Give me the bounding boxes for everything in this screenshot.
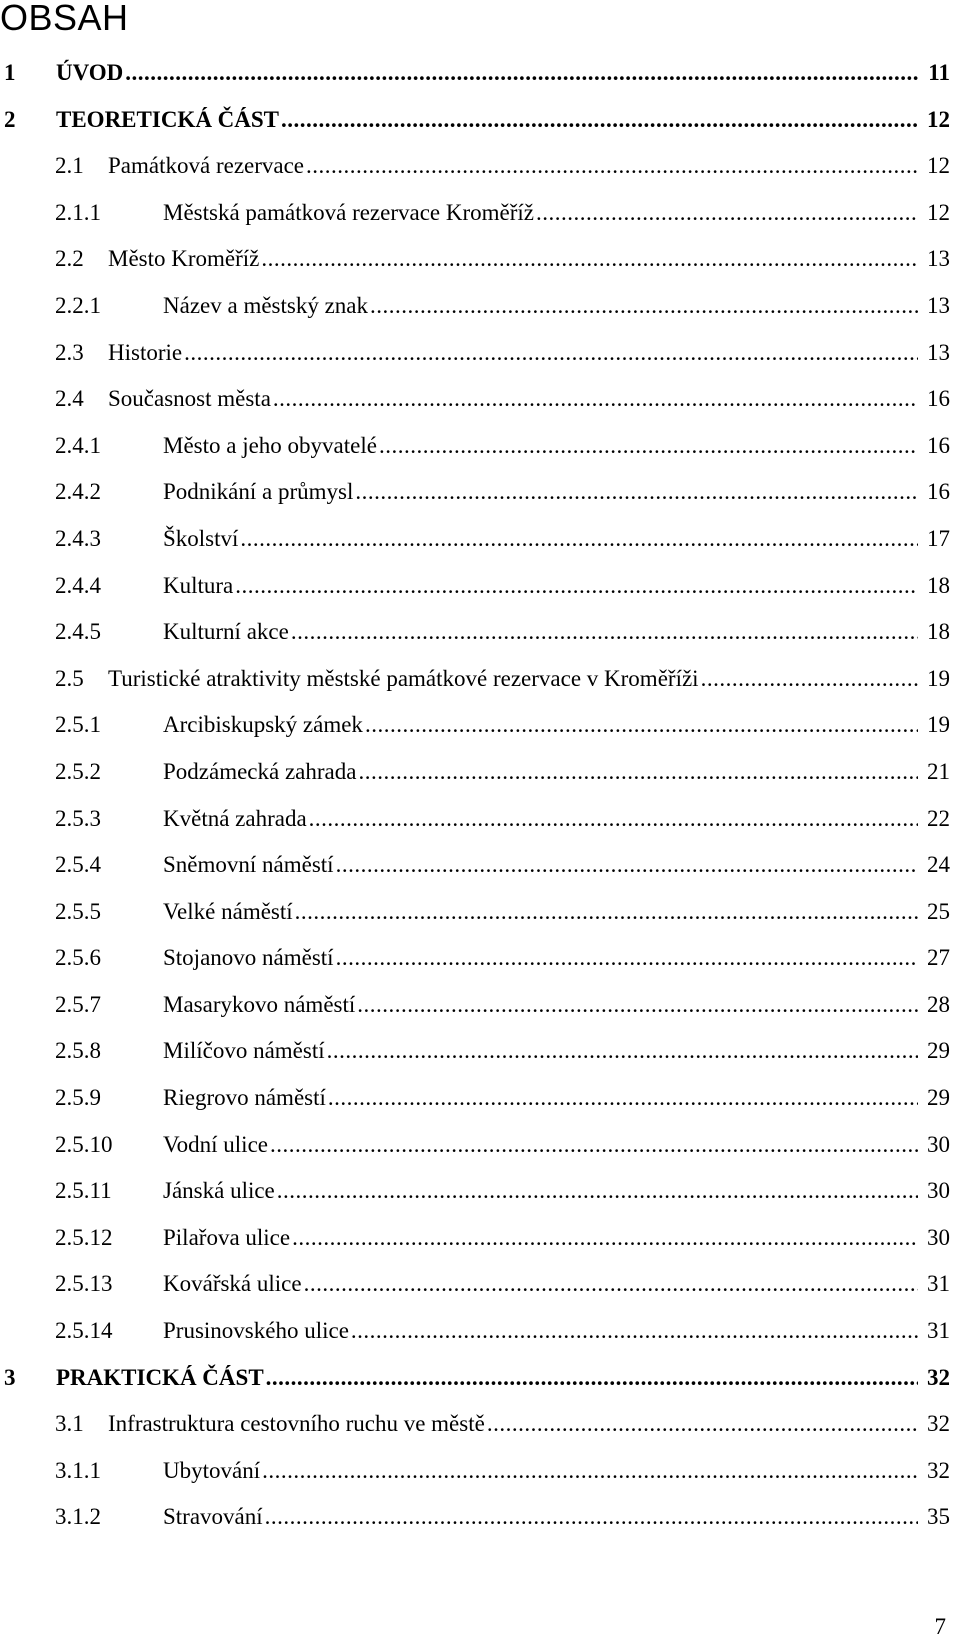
dot-leader <box>291 609 918 656</box>
toc-entry[interactable] <box>0 1355 960 1402</box>
toc-entry-page: 18 <box>927 572 950 598</box>
toc-entry-number: 3.1.1 <box>55 1457 101 1483</box>
toc-entry-number: 2.5.9 <box>55 1085 101 1111</box>
toc-entry-title: Stojanovo náměstí <box>163 945 334 971</box>
toc-entry-title: Kulturní akce <box>163 619 289 645</box>
toc-entry-title: Historie <box>108 339 183 365</box>
toc-entry-page: 16 <box>927 479 950 505</box>
toc-entry-number: 2.5.3 <box>55 805 101 831</box>
toc-entry-page: 16 <box>927 386 950 412</box>
dot-leader <box>273 376 918 423</box>
toc-entry-page: 31 <box>927 1318 950 1344</box>
toc-entry-title: Velké náměstí <box>163 898 293 924</box>
toc-entry-title: Květná zahrada <box>163 805 307 831</box>
toc-entry[interactable] <box>0 702 960 749</box>
toc-entry-title: Pilařova ulice <box>163 1224 291 1250</box>
toc-entry-page: 18 <box>927 619 950 645</box>
toc-entry-page: 12 <box>927 153 950 179</box>
toc-entry[interactable] <box>0 749 960 796</box>
dot-leader <box>306 143 918 190</box>
toc-entry-title: Prusinovského ulice <box>163 1318 349 1344</box>
dot-leader <box>235 563 918 610</box>
table-of-contents <box>0 50 960 1541</box>
toc-entry[interactable] <box>0 1075 960 1122</box>
toc-entry-title: Ubytování <box>163 1457 261 1483</box>
dot-leader <box>701 656 918 703</box>
toc-entry[interactable] <box>0 469 960 516</box>
toc-entry[interactable] <box>0 563 960 610</box>
toc-entry-number: 2.5.11 <box>55 1178 112 1204</box>
toc-entry[interactable] <box>0 423 960 470</box>
toc-entry-number: 2.4.2 <box>55 479 101 505</box>
toc-entry-page: 17 <box>927 525 950 551</box>
toc-entry[interactable] <box>0 609 960 656</box>
toc-entry-number: 2.2.1 <box>55 292 101 318</box>
toc-entry-number: 2.5.2 <box>55 758 101 784</box>
dot-leader <box>295 889 918 936</box>
dot-leader <box>265 1494 918 1541</box>
toc-entry-number: 2.5.4 <box>55 852 101 878</box>
toc-entry-page: 19 <box>927 665 950 691</box>
toc-entry-number: 2 <box>4 106 16 132</box>
toc-entry[interactable] <box>0 97 960 144</box>
toc-entry-number: 2.3 <box>55 339 84 365</box>
toc-entry-page: 12 <box>927 199 950 225</box>
toc-entry-page: 30 <box>927 1131 950 1157</box>
toc-entry[interactable] <box>0 1028 960 1075</box>
toc-entry-page: 29 <box>927 1085 950 1111</box>
toc-entry-title: Školství <box>163 525 239 551</box>
toc-entry-number: 2.4.1 <box>55 432 101 458</box>
toc-entry-title: Milíčovo náměstí <box>163 1038 325 1064</box>
toc-entry[interactable] <box>0 190 960 237</box>
toc-entry-page: 21 <box>927 758 950 784</box>
toc-entry-number: 2.1.1 <box>55 199 101 225</box>
toc-entry-page: 13 <box>927 246 950 272</box>
toc-heading: OBSAH <box>0 0 129 38</box>
toc-entry-page: 22 <box>927 805 950 831</box>
toc-entry[interactable] <box>0 1122 960 1169</box>
toc-entry-number: 3 <box>4 1364 16 1390</box>
toc-entry[interactable] <box>0 143 960 190</box>
toc-entry-page: 32 <box>927 1457 950 1483</box>
toc-entry-title: Riegrovo náměstí <box>163 1085 326 1111</box>
toc-entry-page: 29 <box>927 1038 950 1064</box>
toc-entry[interactable] <box>0 376 960 423</box>
toc-entry[interactable] <box>0 330 960 377</box>
toc-entry-title: Sněmovní náměstí <box>163 852 334 878</box>
toc-entry-number: 2.5.6 <box>55 945 101 971</box>
toc-entry-title: Současnost města <box>108 386 271 412</box>
toc-entry-number: 3.1.2 <box>55 1504 101 1530</box>
toc-entry-number: 2.5.12 <box>55 1224 113 1250</box>
toc-entry-page: 35 <box>927 1504 950 1530</box>
toc-entry-page: 11 <box>928 60 950 85</box>
dot-leader <box>327 1028 918 1075</box>
toc-entry-title: Město Kroměříž <box>108 246 260 272</box>
toc-entry-page: 19 <box>927 712 950 738</box>
toc-entry-page: 24 <box>927 852 950 878</box>
toc-entry[interactable] <box>0 50 960 97</box>
toc-entry-page: 31 <box>927 1271 950 1297</box>
toc-entry-title: Kovářská ulice <box>163 1271 302 1297</box>
toc-entry-page: 32 <box>927 1364 950 1390</box>
toc-entry-number: 2.2 <box>55 246 84 272</box>
toc-entry-number: 2.5.5 <box>55 898 101 924</box>
dot-leader <box>536 190 918 237</box>
toc-entry-page: 32 <box>927 1411 950 1437</box>
dot-leader <box>336 935 918 982</box>
toc-entry[interactable] <box>0 935 960 982</box>
dot-leader <box>379 423 918 470</box>
toc-entry-title: Jánská ulice <box>163 1178 275 1204</box>
toc-entry[interactable] <box>0 1448 960 1495</box>
toc-entry-title: PRAKTICKÁ ČÁST <box>56 1364 264 1390</box>
dot-leader <box>281 97 918 144</box>
dot-leader <box>487 1401 918 1448</box>
dot-leader <box>240 516 918 563</box>
dot-leader <box>304 1261 918 1308</box>
dot-leader <box>370 283 918 330</box>
toc-entry[interactable] <box>0 1168 960 1215</box>
dot-leader <box>328 1075 918 1122</box>
dot-leader <box>262 1448 918 1495</box>
toc-entry-title: Podnikání a průmysl <box>163 479 354 505</box>
toc-entry-number: 2.4 <box>55 386 84 412</box>
toc-entry-number: 2.5.8 <box>55 1038 101 1064</box>
dot-leader <box>277 1168 918 1215</box>
toc-entry[interactable] <box>0 982 960 1029</box>
dot-leader <box>355 469 918 516</box>
toc-entry[interactable] <box>0 1494 960 1541</box>
dot-leader <box>365 702 918 749</box>
toc-entry-number: 2.5.10 <box>55 1131 113 1157</box>
toc-entry[interactable] <box>0 236 960 283</box>
toc-entry-number: 2.5.13 <box>55 1271 113 1297</box>
toc-entry-number: 2.5.1 <box>55 712 101 738</box>
toc-entry[interactable] <box>0 1261 960 1308</box>
toc-entry-number: 3.1 <box>55 1411 84 1437</box>
toc-entry-title: Město a jeho obyvatelé <box>163 432 377 458</box>
toc-entry-title: Vodní ulice <box>163 1131 268 1157</box>
toc-entry-page: 27 <box>927 945 950 971</box>
toc-entry-number: 2.4.5 <box>55 619 101 645</box>
toc-entry-title: Městská památková rezervace Kroměříž <box>163 199 535 225</box>
toc-entry-title: Masarykovo náměstí <box>163 991 356 1017</box>
page-number: 7 <box>934 1614 946 1639</box>
toc-entry[interactable] <box>0 283 960 330</box>
toc-entry-number: 2.4.3 <box>55 525 101 551</box>
toc-entry-title: Turistické atraktivity městské památkové rezervace v Kroměříži <box>108 665 699 691</box>
toc-entry-page: 13 <box>927 292 950 318</box>
toc-entry[interactable] <box>0 1401 960 1448</box>
toc-entry[interactable] <box>0 516 960 563</box>
dot-leader <box>261 236 918 283</box>
toc-entry-title: Památková rezervace <box>108 153 305 179</box>
toc-entry-number: 1 <box>4 60 16 85</box>
toc-entry-title: ÚVOD <box>56 60 124 85</box>
toc-entry-title: Název a městský znak <box>163 292 369 318</box>
toc-entry[interactable] <box>0 842 960 889</box>
dot-leader <box>266 1355 918 1402</box>
dot-leader <box>125 50 918 97</box>
toc-entry-number: 2.5.14 <box>55 1318 113 1344</box>
toc-entry-title: Arcibiskupský zámek <box>163 712 363 738</box>
toc-entry-page: 12 <box>927 106 950 132</box>
toc-entry-title: Podzámecká zahrada <box>163 758 357 784</box>
toc-entry-title: Kultura <box>163 572 234 598</box>
toc-entry-title: TEORETICKÁ ČÁST <box>56 106 280 132</box>
dot-leader <box>358 749 918 796</box>
toc-entry[interactable] <box>0 796 960 843</box>
toc-entry-number: 2.5 <box>55 665 84 691</box>
toc-entry-page: 13 <box>927 339 950 365</box>
toc-entry-page: 30 <box>927 1178 950 1204</box>
toc-entry-number: 2.4.4 <box>55 572 101 598</box>
dot-leader <box>184 330 918 377</box>
dot-leader <box>336 842 918 889</box>
toc-entry-page: 28 <box>927 991 950 1017</box>
toc-entry-page: 25 <box>927 898 950 924</box>
toc-entry-title: Stravování <box>163 1504 263 1530</box>
dot-leader <box>351 1308 918 1355</box>
toc-entry[interactable] <box>0 889 960 936</box>
toc-entry[interactable] <box>0 1308 960 1355</box>
toc-entry[interactable] <box>0 656 960 703</box>
toc-entry-page: 30 <box>927 1224 950 1250</box>
toc-entry-number: 2.1 <box>55 153 84 179</box>
toc-entry-title: Infrastruktura cestovního ruchu ve městě <box>108 1411 485 1437</box>
dot-leader <box>309 796 918 843</box>
dot-leader <box>292 1215 918 1262</box>
toc-entry[interactable] <box>0 1215 960 1262</box>
toc-entry-number: 2.5.7 <box>55 991 101 1017</box>
toc-entry-page: 16 <box>927 432 950 458</box>
dot-leader <box>270 1122 918 1169</box>
dot-leader <box>357 982 918 1029</box>
